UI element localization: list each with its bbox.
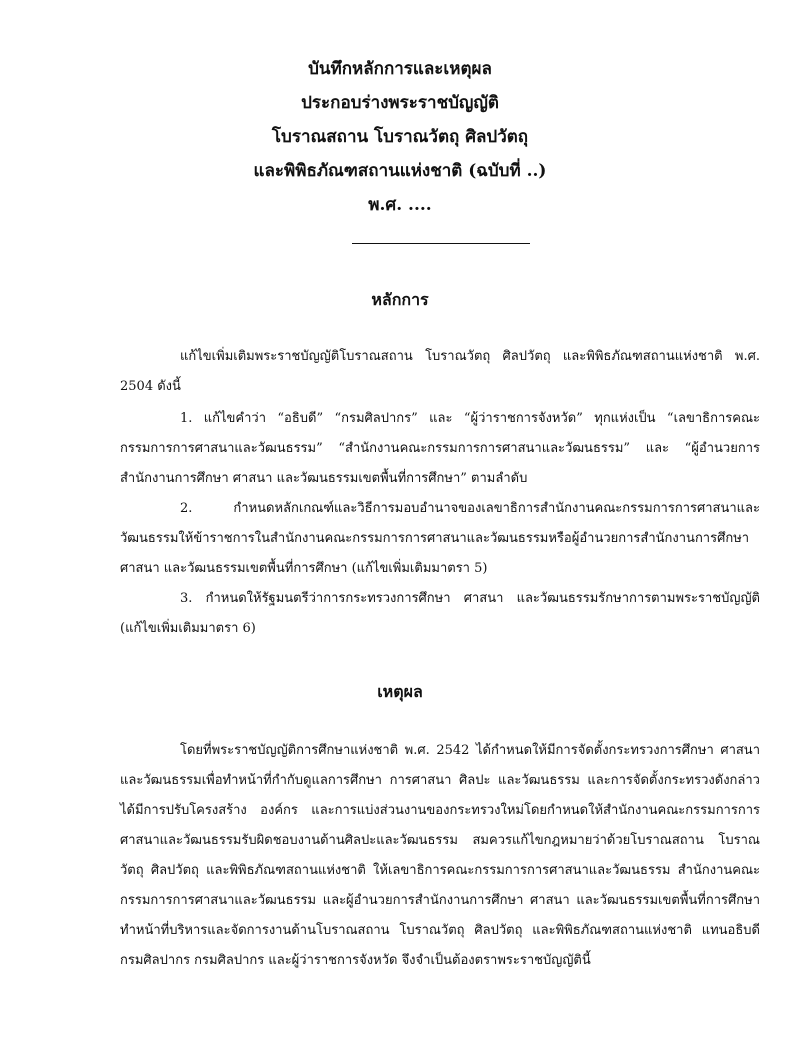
reasons-body: โดยที่พระราชบัญญัติการศึกษาแห่งชาติ พ.ศ. 2542 ได้กำหนดให้มีการจัดตั้งกระทรวงการศึกษา ศาสนา และวัฒนธรรมเพื่อทำหน้าที่กำกับดูแลการศึกษา การศาสนา ศิลปะ และวัฒนธรรม และการจัดตั้งกระทรวงดังกล่าวได้มีการปรับโครงสร้าง องค์กร และการแบ่งส่วนงานของกระทรวงใหม่โดยกำหนดให้สำนักงานคณะกรรมการการศาสนาและวัฒนธรรมรับผิดชอบงานด้านศิลปะและวัฒนธรรม สมควรแก้ไขกฎหมายว่าด้วยโบราณสถาน โบราณวัตถุ ศิลปวัตถุ และพิพิธภัณฑสถานแห่งชาติ ให้เลขาธิการคณะกรรมการการศาสนาและวัฒนธรรม สำนักงานคณะกรรมการการศาสนาและวัฒนธรรม และผู้อำนวยการสำนักงานการศึกษา ศาสนา และวัฒนธรรมเขตพื้นที่การศึกษาทำหน้าที่บริหารและจัดการงานด้านโบราณสถาน โบราณวัตถุ ศิลปวัตถุ และพิพิธภัณฑสถานแห่งชาติ แทนอธิบดีกรมศิลปากร กรมศิลปากร และผู้ว่าราชการจังหวัด จึงจำเป็นต้องตราพระราชบัญญัตินี้ bbox=[120, 743, 760, 968]
title-line: และพิพิธภัณฑสถานแห่งชาติ (ฉบับที่ ..) bbox=[253, 161, 547, 181]
title-line: ประกอบร่างพระราชบัญญัติ bbox=[301, 93, 499, 113]
principle-item-1: 1. แก้ไขคำว่า “อธิบดี” “กรมศิลปากร” และ “ผู้ว่าราชการจังหวัด” ทุกแห่งเป็น “เลขาธิการคณะกรรมการการศาสนาและวัฒนธรรม” “สำนักงานคณะกรรมการการศาสนาและวัฒนธรรม” และ “ผู้อำนวยการสำนักงานการศึกษา ศาสนา และวัฒนธรรมเขตพื้นที่การศึกษา” ตามลำดับ bbox=[120, 411, 760, 486]
title-line: พ.ศ. .... bbox=[368, 195, 432, 215]
principle-item-3: 3. กำหนดให้รัฐมนตรีว่าการกระทรวงการศึกษา ศาสนา และวัฒนธรรมรักษาการตามพระราชบัญญัติ (แก้ไขเพิ่มเติมมาตรา 6) bbox=[120, 591, 760, 636]
title-divider bbox=[352, 243, 530, 244]
reasons-heading: เหตุผล bbox=[377, 682, 423, 701]
principles-heading: หลักการ bbox=[371, 290, 429, 309]
principles-intro: แก้ไขเพิ่มเติมพระราชบัญญัติโบราณสถาน โบราณวัตถุ ศิลปวัตถุ และพิพิธภัณฑสถานแห่งชาติ พ.ศ. 2504 ดังนี้ bbox=[120, 349, 760, 394]
document-title bbox=[0, 52, 800, 222]
principle-item-2: 2. กำหนดหลักเกณฑ์และวิธีการมอบอำนาจของเลขาธิการสำนักงานคณะกรรมการการศาสนาและวัฒนธรรมให้ข้าราชการในสำนักงานคณะกรรมการการศาสนาและวัฒนธรรมหรือผู้อำนวยการสำนักงานการศึกษา ศาสนา และวัฒนธรรมเขตพื้นที่การศึกษา (แก้ไขเพิ่มเติมมาตรา 5) bbox=[120, 501, 760, 576]
title-line: โบราณสถาน โบราณวัตถุ ศิลปวัตถุ bbox=[271, 127, 529, 147]
title-line: บันทึกหลักการและเหตุผล bbox=[308, 59, 492, 79]
